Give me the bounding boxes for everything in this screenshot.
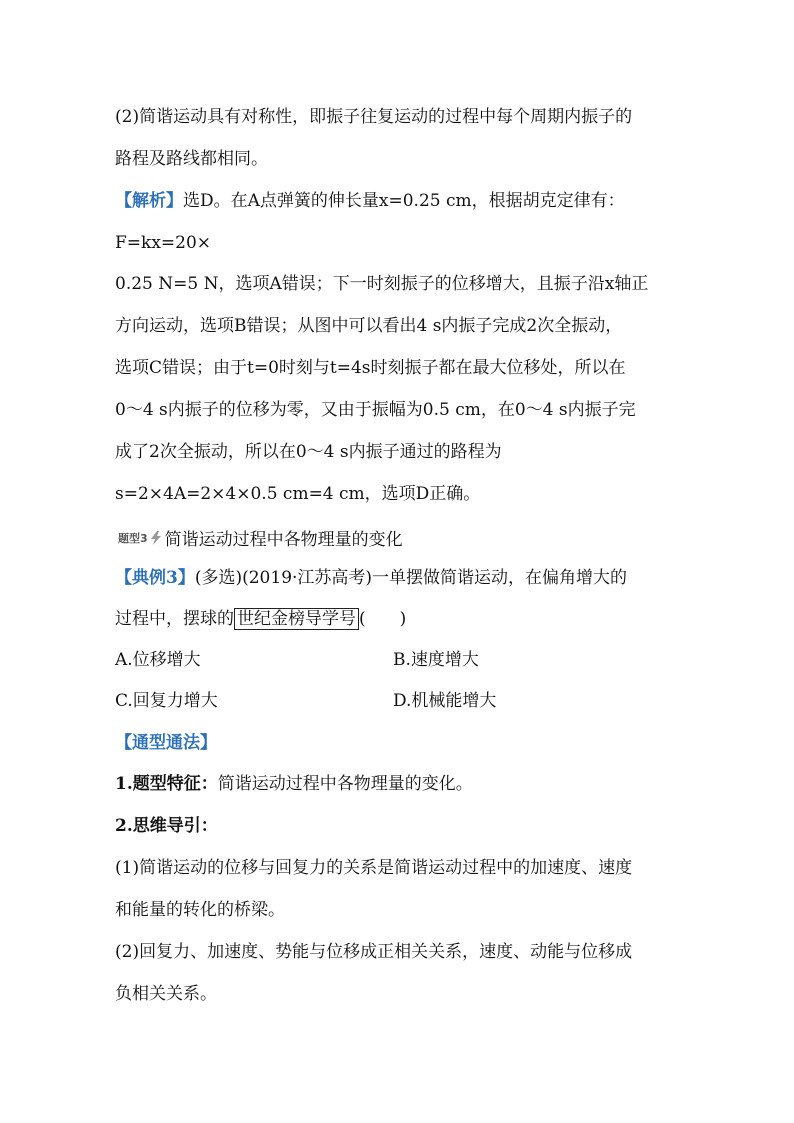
paragraph-line: 成了2次全振动，所以在0～4 s内振子通过的路程为 <box>115 442 502 462</box>
method-p1 <box>115 773 473 795</box>
paragraph-line: s=2×4A=2×4×0.5 cm=4 cm，选项D正确。 <box>115 484 481 504</box>
paragraph-line: 选项C错误；由于t=0时刻与t=4s时刻振子都在最大位移处，所以在 <box>115 358 626 378</box>
type-tag-title: 简谐运动过程中各物理量的变化 <box>164 530 403 550</box>
option-row <box>115 690 218 712</box>
paragraph-line: 路程及路线都相同。 <box>115 149 268 169</box>
lightning-icon <box>149 531 163 545</box>
answer-blank: ( ) <box>359 609 407 629</box>
option-d: D.机械能增大 <box>393 691 497 711</box>
type-tag <box>118 525 403 550</box>
method-heading <box>115 732 217 754</box>
paragraph-line: 和能量的转化的桥梁。 <box>115 900 285 920</box>
option-c: C.回复力增大 <box>115 691 218 711</box>
example-text-pre: 过程中，摆球的 <box>115 609 234 629</box>
paragraph-line: F=kx=20× <box>115 233 212 253</box>
method-p2-label: 2.思维导引： <box>115 816 218 836</box>
example-line-2 <box>115 608 406 630</box>
option-row <box>115 649 201 671</box>
example-line <box>115 567 627 589</box>
analysis-line <box>115 190 625 212</box>
type-tag-label: 题型3 <box>118 531 148 545</box>
option-b: B.速度增大 <box>393 650 479 670</box>
boxed-label: 世纪金榜导学号 <box>234 608 359 630</box>
method-p1-label: 1.题型特征： <box>115 774 218 794</box>
paragraph-line: 0.25 N=5 N，选项A错误；下一时刻振子的位移增大，且振子沿x轴正 <box>115 274 649 294</box>
example-tag: 【典例3】 <box>115 568 195 588</box>
example-text: (多选)(2019·江苏高考)一单摆做简谐运动，在偏角增大的 <box>194 568 628 588</box>
analysis-tag: 【解析】 <box>115 191 183 211</box>
option-a: A.位移增大 <box>115 650 201 670</box>
paragraph-line: (2)简谐运动具有对称性，即振子往复运动的过程中每个周期内振子的 <box>115 107 633 127</box>
paragraph-line: 0～4 s内振子的位移为零，又由于振幅为0.5 cm，在0～4 s内振子完 <box>115 400 636 420</box>
paragraph-line: (1)简谐运动的位移与回复力的关系是简谐运动过程中的加速度、速度 <box>115 858 633 878</box>
paragraph-line: 方向运动，选项B错误；从图中可以看出4 s内振子完成2次全振动， <box>115 316 623 336</box>
paragraph-line: (2)回复力、加速度、势能与位移成正相关关系，速度、动能与位移成 <box>115 942 633 962</box>
analysis-text: 选D。在A点弹簧的伸长量x=0.25 cm，根据胡克定律有： <box>183 191 625 211</box>
method-tag: 【通型通法】 <box>115 733 217 753</box>
paragraph-line: 负相关关系。 <box>115 984 217 1004</box>
method-p1-text: 简谐运动过程中各物理量的变化。 <box>217 774 473 794</box>
